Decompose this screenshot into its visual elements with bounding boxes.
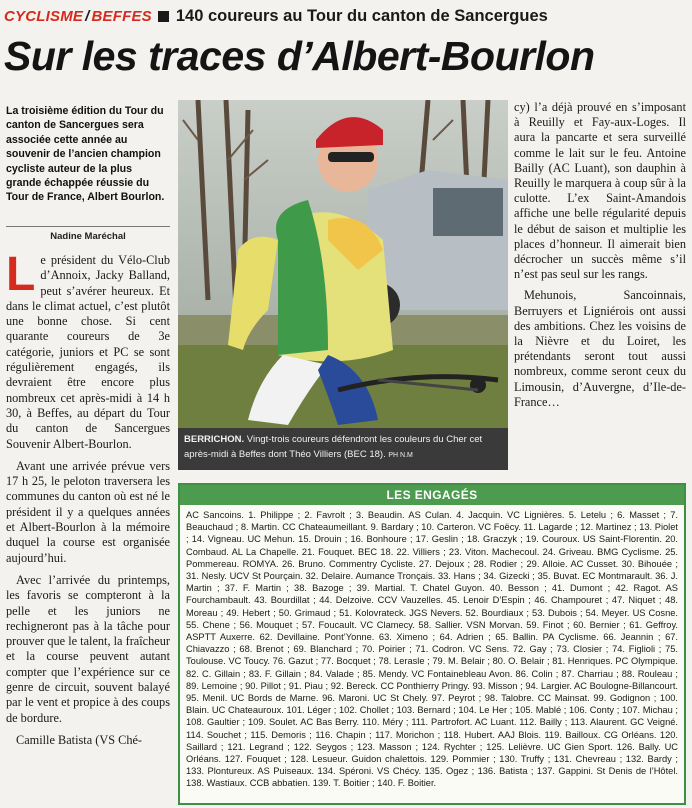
drop-cap: L bbox=[6, 248, 36, 301]
article-column-3 bbox=[514, 100, 686, 410]
page-title: Sur les traces d’Albert-Bourlon bbox=[4, 33, 595, 79]
photo-credit: PH N.M bbox=[388, 452, 413, 459]
cyclist-photo bbox=[178, 100, 508, 428]
article-column-1 bbox=[6, 248, 170, 748]
cyclist-illustration bbox=[178, 100, 508, 428]
article-paragraph: cy) l’a déjà prouvé en s’imposant à Reuilly et Fay-aux-Loges. Il aura la pancarte et sera surveillé comme le lait sur le feu. Antoine Bailly (AC Luant), son dauphin à Reuilly le marquera à coup sûr à la culotte. L’ex Saint-Amandois affiche une belle régularité depuis le début de saison et multiplie les places d’honneur. Il aimerait bien décrocher un succès même s’il n’est pas seul sur les rangs. bbox=[514, 100, 686, 282]
article-paragraph: Camille Batista (VS Ché- bbox=[16, 732, 143, 747]
author-divider bbox=[6, 226, 170, 227]
header-bar bbox=[4, 6, 686, 26]
entrants-list: AC Sancoins. 1. Philippe ; 2. Favrolt ; 3. Beaudin. AS Culan. 4. Jacquin. VC Lignières. 5. Letelu ; 6. Masset ; 7. Beauchaud ; 8. Martin. CC Chateaumeillant. 9. Bardary ; 10. Carteron. VC Foëcy. 11. Lagarde ; 12. Martinez ; 13. Piolet ; 14. Vigneau. UC Mehun. 15. Drouin ; 16. Bonhoure ; 17. Geslin ; 18. Graczyk ; 19. Couroux. US Saint-Florentin. 20. Combaud. AL La Chapelle. 21. Fouquet. BEC 18. 22. Villiers ; 23. Viton. Machecoul. 24. Griveau. BMG Cyclisme. 25. Pommereau. ROMYA. 26. Bruno. Commentry Cycliste. 27. Dejoux ; 28. Rodier ; 29. Alloie. AC Cusset. 30. Bihouée ; 31. Nesly. UCV St Pourçain. 32. Delaire. Aumance Tronçais. 33. Hans ; 34. Gizecki ; 35. Buvat. EC Montmarault. 36. J. Martin ; 37. F. Martin ; 38. Bazoge ; 39. Martial. T. Chatel Guyon. 40. Besson ; 41. Dumont ; 42. Ragot. AS Fourchambault. 43. Bourdillat ; 44. Delzoive. CCV Vauzelles. 45. Lenoir D’Espin ; 46. Champouret ; 47. Niquet ; 48. Moreau ; 49. Hebert ; 50. Grimaud ; 51. Kolovrateck. JGS Nevers. 52. Bourdiaux ; 53. Dubois ; 54. Meyer. US Cosne. 55. Chene ; 56. Mouquet ; 57. Foucault. VC Clamecy. 58. Sallier. VSN Morvan. 59. Finot ; 60. Bernier ; 61. Geffroy. ASPTT Auxerre. 62. Devillaine. Pont’Yonne. 63. Ximeno ; 64. Adrien ; 65. Ballin. PA Cyclisme. 66. Jeannin ; 67. Chiavazzo ; 68. Brenot ; 69. Blanchard ; 70. Poirier ; 71. Codron. VC Sens. 72. Gay ; 73. Closier ; 74. Figlioli ; 75. Toulouse. VC Toucy. 76. Gazut ; 77. Bocquet ; 78. Lerasle ; 79. M. Belair ; 80. O. Belair ; 81. Henriques. PC Olympique. 82. C. Gillain ; 83. F. Gillain ; 84. Valade ; 85. Mendy. VC Fontainebleau Avon. 86. Colin ; 87. Charriau ; 88. Rouleau ; 89. Lemoine ; 90. Pillot ; 91. Piau ; 92. Bereck. CC Ponthierry Pringy. 93. Misson ; 94. Largier. AC Boulogne-Billancourt. 95. Menil. UC Bords de Marne. 96. Maroni. UC St Chely. 97. Peyrot ; 98. Talobre. CC Mainsat. 99. Godignon ; 100. Blain. UC Chateauroux. 101. Léger ; 102. Chollet ; 103. Bernard ; 104. Le Her ; 105. Mablé ; 106. Conty ; 107. Michau ; 108. Gaultier ; 109. Soulet. AC Bas Berry. 110. Méry ; 111. Partrofort. AC Luant. 112. Bailly ; 113. Alaurent. GC Veigné. 114. Souchet ; 115. Demoris ; 116. Chapin ; 117. Morichon ; 118. Hubert. AAJ Blois. 119. Bailloux. CG Orléans. 120. Saillard ; 121. Legrand ; 122. Seygos ; 123. Masson ; 124. Rychter ; 125. Lelièvre. UC Gien Sport. 126. Bally. UC Orléans. 127. Fouquet ; 128. Lesueur. Guidon chalettois. 129. Pommier ; 130. Truffy ; 131. Chevreau ; 132. Bardy ; 133. Plontureux. AS Puiseaux. 134. Spéroni. VS Chécy. 135. Ogez ; 136. Batista ; 137. Gappini. St Denis de l’Hôtel. 138. Wastiaux. CCB abbatien. 139. T. Boitier ; 140. F. Boitier. bbox=[186, 510, 678, 789]
article-paragraph: Avant une arrivée prévue vers 17 h 25, le peloton traversera les communes du canton où est né le président il y a quelques années et Albert-Bourlon à la mémoire duquel la course est organisée aujourd’hui. bbox=[6, 458, 170, 565]
entrants-box bbox=[178, 483, 686, 805]
section-rubric: CYCLISME / BEFFES bbox=[4, 7, 152, 25]
author-byline: Nadine Maréchal bbox=[50, 231, 126, 242]
article-paragraph: Le président du Vélo-Club d’Annoix, Jacky Balland, peut s’avérer heureux. Et dans le climat actuel, c’est plutôt une bonne chose. Si cent quarante coureurs de 3e catégorie, juniors et PC se sont régulièrement engagés, ils devraient être encore plus nombreux cet après-midi à 14 h 30, à Beffes, au départ du Tour du canton de Sancergues Souvenir Albert-Bourlon. bbox=[6, 248, 170, 451]
article-paragraph: Mehunois, Sancoinnais, Berruyers et Ligniérois ont aussi des ambitions. Chez les voisins de la Nièvre et du Loiret, les prétendants seront tout aussi nombreux, comme seront ceux du Limousin, d’Auvergne, d’Ile-de-France… bbox=[514, 288, 686, 409]
square-bullet-icon bbox=[158, 11, 169, 22]
article-paragraph: Avec l’arrivée du printemps, les favoris se compteront à la pelle et les juniors ne rechigneront pas à la tâche pour prouver que le talent, la fraîcheur et la course peuvent autant compter que l’expérience sur ce genre de circuit, souvent balayé par le vent et propice à des coups de bordure. bbox=[6, 572, 170, 725]
kicker: 140 coureurs au Tour du canton de Sancergues bbox=[175, 6, 548, 25]
standfirst: La troisième édition du Tour du canton de Sancergues sera associée cette année au souvenir de l’ancien champion cycliste auteur de la plus grande échappée réussie du Tour de France, Albert Bourlon. bbox=[6, 105, 165, 204]
entrants-title: LES ENGAGÉS bbox=[180, 485, 684, 505]
photo-caption: BERRICHON. Vingt-trois coureurs défendront les couleurs du Cher cet après-midi à Beffes dont Théo Villiers (BEC 18). PH N.M bbox=[178, 428, 508, 470]
